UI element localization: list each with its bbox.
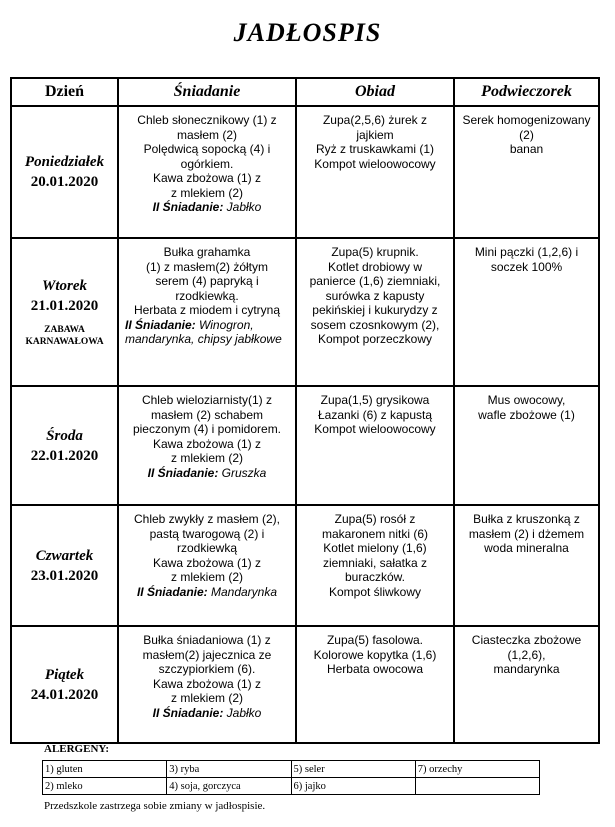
day-name: Piątek xyxy=(44,666,85,683)
lunch-text xyxy=(297,627,453,677)
lunch-line: Herbata owocowa xyxy=(326,662,424,676)
breakfast-line: Kawa zbożowa (1) z xyxy=(152,676,262,691)
day-cell xyxy=(11,238,118,386)
second-breakfast-label: II Śniadanie: xyxy=(152,705,227,720)
lunch-line: Kompot wieloowocowy xyxy=(314,422,436,436)
snack-line: banan xyxy=(509,142,544,156)
breakfast-line: Herbata z miodem i cytryną xyxy=(133,303,281,317)
allergen-row xyxy=(43,778,540,795)
breakfast-line: szczypiorkiem (6). xyxy=(158,662,256,676)
breakfast-line: z mlekiem (2) xyxy=(170,570,243,584)
breakfast-text xyxy=(119,107,295,215)
breakfast-line: ogórkiem. xyxy=(180,156,234,171)
day-date: 22.01.2020 xyxy=(30,447,99,464)
allergen-cell: 1) gluten xyxy=(43,761,167,778)
second-breakfast-label: II Śniadanie: xyxy=(152,200,227,214)
allergen-cell: 5) seler xyxy=(291,761,415,778)
lunch-line: Kotlet mielony (1,6) xyxy=(323,541,427,555)
day-name: Środa xyxy=(46,427,83,444)
lunch-cell xyxy=(296,238,454,386)
breakfast-line: z mlekiem (2) xyxy=(170,451,243,465)
day-note: ZABAWA KARNAWAŁOWA xyxy=(25,325,104,347)
second-breakfast-value: Jabłko xyxy=(226,705,262,720)
breakfast-line: masłem (2) xyxy=(176,127,237,142)
lunch-line: Kompot wieloowocowy xyxy=(314,156,436,171)
lunch-line: Kompot porzeczkowy xyxy=(317,332,433,346)
breakfast-text xyxy=(119,239,295,347)
snack-line: masłem (2) i dżemem xyxy=(468,526,585,541)
day-date: 23.01.2020 xyxy=(30,567,99,584)
header-snack: Podwieczorek xyxy=(454,78,599,106)
header-breakfast: Śniadanie xyxy=(118,78,296,106)
snack-cell xyxy=(454,106,599,238)
breakfast-text xyxy=(119,387,295,480)
lunch-text xyxy=(297,506,453,599)
snack-line: Mus owocowy, xyxy=(487,393,566,407)
breakfast-line: z mlekiem (2) xyxy=(170,185,243,200)
lunch-cell xyxy=(296,386,454,505)
second-breakfast-label: II Śniadanie: xyxy=(147,465,222,480)
breakfast-line: Kawa zbożowa (1) z xyxy=(152,555,262,570)
breakfast-line: Chleb wieloziarnisty(1) z xyxy=(141,393,273,407)
breakfast-line: Kawa zbożowa (1) z xyxy=(152,436,262,451)
second-breakfast xyxy=(125,200,289,215)
day-date: 21.01.2020 xyxy=(30,298,99,314)
breakfast-text xyxy=(119,506,295,599)
allergen-cell: 4) soja, gorczyca xyxy=(167,778,291,795)
lunch-line: Zupa(1,5) grysikowa xyxy=(320,393,430,407)
breakfast-line: pieczonym (4) i pomidorem. xyxy=(132,422,282,436)
breakfast-line: masłem (2) schabem xyxy=(150,407,264,422)
breakfast-cell xyxy=(118,106,296,238)
day-row xyxy=(11,505,599,626)
second-breakfast xyxy=(125,318,289,347)
lunch-line: surówka z kapusty xyxy=(325,288,425,303)
day-name: Poniedziałek xyxy=(24,154,105,170)
breakfast-line: Chleb zwykły z masłem (2), xyxy=(133,512,281,526)
breakfast-line: Kawa zbożowa (1) z xyxy=(152,171,262,185)
day-name: Wtorek xyxy=(42,278,87,294)
second-breakfast xyxy=(125,706,289,721)
day-row xyxy=(11,626,599,743)
breakfast-line: masłem(2) jajecznica ze xyxy=(142,647,272,662)
second-breakfast-value: Gruszka xyxy=(221,465,267,480)
header-day: Dzień xyxy=(11,78,118,106)
lunch-line: Ryż z truskawkami (1) xyxy=(315,142,434,156)
day-cell xyxy=(11,626,118,743)
breakfast-line: Polędwicą sopocką (4) i xyxy=(143,142,271,156)
second-breakfast-value: Winogron, mandarynka, chipsy jabłkowe xyxy=(125,317,282,346)
lunch-line: Łazanki (6) z kapustą xyxy=(317,407,433,422)
breakfast-line: Chleb słonecznikowy (1) z xyxy=(137,113,277,127)
day-row xyxy=(11,238,599,386)
lunch-line: buraczków. xyxy=(344,570,406,584)
header-row xyxy=(11,78,599,106)
lunch-cell xyxy=(296,505,454,626)
allergen-row xyxy=(43,761,540,778)
snack-line: woda mineralna xyxy=(484,541,569,555)
lunch-line: Zupa(2,5,6) żurek z jajkiem xyxy=(322,113,428,142)
snack-cell xyxy=(454,626,599,743)
second-breakfast xyxy=(125,466,289,481)
day-date: 20.01.2020 xyxy=(30,174,99,190)
allergen-cell: 7) orzechy xyxy=(415,761,539,778)
snack-text xyxy=(455,506,598,556)
header-lunch: Obiad xyxy=(296,78,454,106)
lunch-text xyxy=(297,239,453,347)
snack-line: Serek homogenizowany xyxy=(462,113,591,127)
lunch-line: makaronem nitki (6) xyxy=(321,526,429,541)
menu-table xyxy=(10,77,600,744)
snack-line: (2) xyxy=(519,127,534,142)
allergen-cell xyxy=(415,778,539,795)
snack-cell xyxy=(454,238,599,386)
snack-cell xyxy=(454,386,599,505)
lunch-line: ziemniaki, sałatka z xyxy=(322,555,428,570)
day-name: Czwartek xyxy=(35,547,94,564)
lunch-cell xyxy=(296,626,454,743)
breakfast-cell xyxy=(118,238,296,386)
day-row xyxy=(11,386,599,505)
lunch-line: sosem czosnkowym (2), xyxy=(310,317,440,332)
second-breakfast xyxy=(125,585,289,600)
breakfast-line: rzodkiewką xyxy=(176,541,238,555)
breakfast-line: pastą twarogową (2) i xyxy=(149,526,265,541)
snack-text xyxy=(455,387,598,422)
breakfast-line: Bułka śniadaniowa (1) z xyxy=(143,633,271,647)
page-title: JADŁOSPIS xyxy=(233,18,382,47)
allergen-cell: 2) mleko xyxy=(43,778,167,795)
lunch-line: Kompot śliwkowy xyxy=(328,584,422,599)
lunch-text xyxy=(297,107,453,171)
breakfast-cell xyxy=(118,505,296,626)
second-breakfast-label: II Śniadanie: xyxy=(125,317,200,332)
lunch-line: Zupa(5) rosół z xyxy=(334,512,416,526)
allergen-cell: 6) jajko xyxy=(291,778,415,795)
day-date: 24.01.2020 xyxy=(30,686,99,703)
breakfast-line: Bułka grahamka xyxy=(163,245,251,259)
lunch-text xyxy=(297,387,453,437)
breakfast-line: serem (4) papryką i xyxy=(155,274,259,288)
breakfast-cell xyxy=(118,386,296,505)
snack-line: wafle zbożowe (1) xyxy=(478,407,575,422)
allergen-cell: 3) ryba xyxy=(167,761,291,778)
snack-text xyxy=(455,627,598,677)
lunch-line: Zupa(5) fasolowa. xyxy=(326,633,424,647)
day-row xyxy=(11,106,599,238)
snack-line: Mini pączki (1,2,6) i xyxy=(474,245,579,259)
day-cell xyxy=(11,505,118,626)
snack-text xyxy=(455,107,598,157)
day-cell xyxy=(11,386,118,505)
lunch-line: pekińskiej i kukurydzy z xyxy=(312,303,438,317)
second-breakfast-value: Jabłko xyxy=(226,200,262,214)
breakfast-line: rzodkiewką. xyxy=(175,288,239,303)
snack-line: (1,2,6), xyxy=(507,647,546,662)
lunch-cell xyxy=(296,106,454,238)
lunch-line: Kotlet drobiowy w xyxy=(327,259,423,274)
snack-line: mandarynka xyxy=(493,662,560,676)
snack-line: Bułka z kruszonką z xyxy=(473,512,580,526)
breakfast-line: z mlekiem (2) xyxy=(170,691,243,705)
second-breakfast-value: Mandarynka xyxy=(210,584,278,599)
snack-line: Ciasteczka zbożowe xyxy=(471,633,582,647)
day-cell xyxy=(11,106,118,238)
allergens-label: ALERGENY: xyxy=(44,743,109,755)
lunch-line: Zupa(5) krupnik. xyxy=(331,245,419,259)
footer-note: Przedszkole zastrzega sobie zmiany w jadłospisie. xyxy=(44,800,266,812)
second-breakfast-label: II Śniadanie: xyxy=(136,584,211,599)
lunch-line: Kolorowe kopytka (1,6) xyxy=(313,647,437,662)
snack-text xyxy=(455,239,598,274)
breakfast-line: (1) z masłem(2) żółtym xyxy=(145,259,268,274)
breakfast-text xyxy=(119,627,295,720)
snack-line: soczek 100% xyxy=(490,259,563,274)
snack-cell xyxy=(454,505,599,626)
breakfast-cell xyxy=(118,626,296,743)
allergens-table xyxy=(42,760,540,795)
lunch-line: panierce (1,6) ziemniaki, xyxy=(309,274,441,288)
